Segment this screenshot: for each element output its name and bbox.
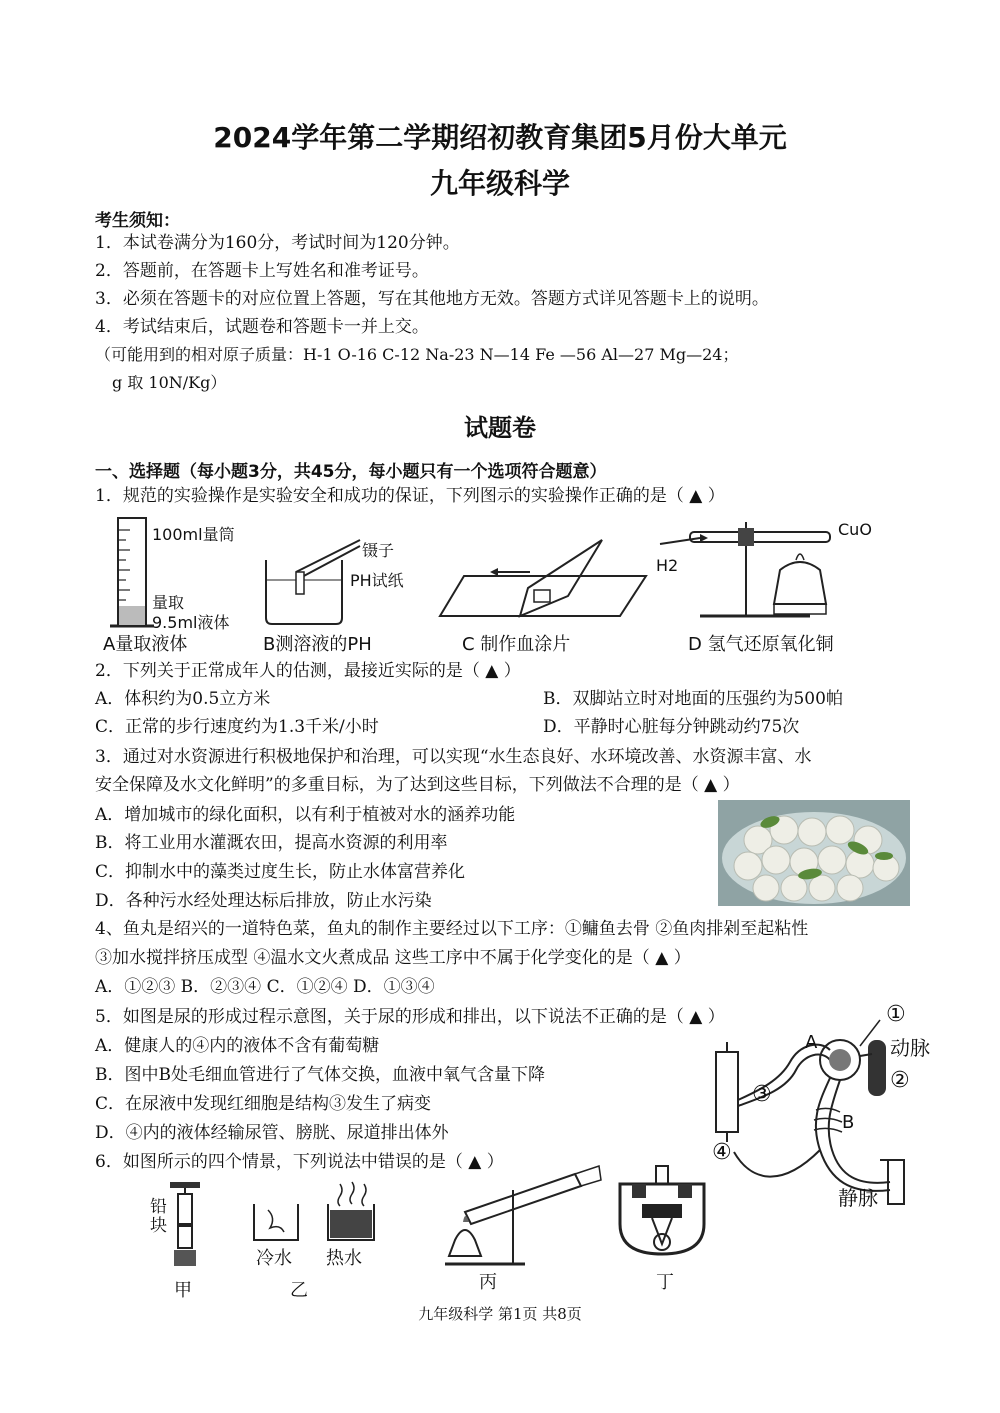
q2-option-a: A．体积约为0.5立方米 bbox=[95, 689, 271, 709]
q5-stem: 5．如图是尿的形成过程示意图，关于尿的形成和排出，以下说法不正确的是（ ▲ ） bbox=[95, 1007, 725, 1027]
page-footer: 九年级科学 第1页 共8页 bbox=[418, 1305, 582, 1323]
label-cylinder: 100ml量筒 bbox=[152, 525, 235, 544]
label-hot-water: 热水 bbox=[326, 1248, 362, 1269]
label-3: ③ bbox=[752, 1082, 772, 1107]
label-tweezers: 镊子 bbox=[362, 541, 395, 560]
label-artery: 动脉 bbox=[890, 1036, 930, 1060]
q3-stem: 3．通过对水资源进行积极地保护和治理，可以实现“水生态良好、水环境改善、水资源丰富、水 bbox=[95, 747, 812, 767]
q5-option-d: D．④内的液体经输尿管、膀胱、尿道排出体外 bbox=[95, 1123, 449, 1143]
q5-option-a: A．健康人的④内的液体不含有葡萄糖 bbox=[95, 1036, 380, 1056]
q3-option-d: D．各种污水经处理达标后排放，防止水污染 bbox=[95, 891, 432, 911]
fish-ball-photo bbox=[718, 800, 910, 906]
label-2: ② bbox=[890, 1068, 910, 1093]
notice-heading: 考生须知： bbox=[95, 211, 180, 231]
label-h2: H2 bbox=[656, 556, 679, 575]
q6-stem: 6．如图所示的四个情景，下列说法中错误的是（ ▲ ） bbox=[95, 1152, 504, 1172]
q3-stem-cont: 安全保障及水文化鲜明”的多重目标，为了达到这些目标，下列做法不合理的是（ ▲ ） bbox=[95, 775, 740, 795]
q2-option-b: B．双脚站立时对地面的压强约为500帕 bbox=[543, 689, 843, 709]
label-4: ④ bbox=[712, 1140, 732, 1165]
q5-option-b: B．图中B处毛细血管进行了气体交换，血液中氧气含量下降 bbox=[95, 1065, 545, 1085]
caption-yi: 乙 bbox=[290, 1280, 308, 1301]
part1-heading: 一、选择题（每小题3分，共45分，每小题只有一个选项符合题意） bbox=[95, 462, 607, 482]
q4-stem: 4、鱼丸是绍兴的一道特色菜，鱼丸的制作主要经过以下工序：①鳙鱼去骨 ②鱼肉排剁至起粘性 bbox=[95, 919, 809, 939]
label-B: B bbox=[842, 1112, 855, 1133]
q5-option-c: C．在尿液中发现红细胞是结构③发生了病变 bbox=[95, 1094, 432, 1114]
label-vein: 静脉 bbox=[838, 1186, 878, 1210]
section-title: 试题卷 bbox=[464, 414, 536, 442]
q2-stem: 2．下列关于正常成年人的估测，最接近实际的是（ ▲ ） bbox=[95, 661, 521, 681]
exam-subject: 九年级科学 bbox=[429, 167, 570, 200]
q3-option-b: B．将工业用水灌溉农田，提高水资源的利用率 bbox=[95, 833, 448, 853]
q2-option-c: C．正常的步行速度约为1.3千米/小时 bbox=[95, 717, 379, 737]
label-A: A bbox=[805, 1032, 818, 1053]
fig-blood-smear bbox=[440, 532, 650, 622]
notice-item: 4．考试结束后，试题卷和答题卡一并上交。 bbox=[95, 317, 429, 337]
q3-option-a: A．增加城市的绿化面积，以有利于植被对水的涵养功能 bbox=[95, 805, 516, 825]
caption-jia: 甲 bbox=[174, 1280, 192, 1301]
label-cuo: CuO bbox=[838, 520, 872, 539]
caption-ding: 丁 bbox=[656, 1272, 674, 1293]
q4-stem-cont: ③加水搅拌挤压成型 ④温水文火煮成品 这些工序中不属于化学变化的是（ ▲ ） bbox=[95, 948, 691, 968]
q4-options: A．①②③ B．②③④ C．①②④ D．①③④ bbox=[95, 977, 435, 997]
fig-engine-cylinder bbox=[612, 1164, 712, 1264]
label-measure: 量取 bbox=[152, 593, 185, 612]
caption-b: B测溶液的PH bbox=[263, 634, 372, 655]
fig-beaker-ph bbox=[260, 530, 360, 630]
notice-item: 1．本试卷满分为160分，考试时间为120分钟。 bbox=[95, 233, 460, 253]
caption-c: C 制作血涂片 bbox=[462, 634, 571, 655]
notice-item: 3．必须在答题卡的对应位置上答题，写在其他地方无效。答题方式详见答题卡上的说明。 bbox=[95, 289, 769, 309]
label-cold-water: 冷水 bbox=[256, 1248, 292, 1269]
caption-a: A量取液体 bbox=[103, 634, 188, 655]
exam-title: 2024学年第二学期绍初教育集团5月份大单元 bbox=[213, 121, 787, 154]
label-ph-paper: PH试纸 bbox=[350, 571, 404, 590]
fig-cold-hot-water bbox=[250, 1180, 380, 1250]
q3-option-c: C．抑制水中的藻类过度生长，防止水体富营养化 bbox=[95, 862, 466, 882]
caption-d: D 氢气还原氧化铜 bbox=[688, 634, 834, 655]
gravity-constant: g 取 10N/Kg） bbox=[112, 373, 227, 392]
caption-bing: 丙 bbox=[479, 1272, 497, 1293]
notice-item: 2．答题前，在答题卡上写姓名和准考证号。 bbox=[95, 261, 429, 281]
label-lead: 铅块 bbox=[150, 1197, 167, 1236]
atomic-masses: （可能用到的相对原子质量：H-1 O-16 C-12 Na-23 N—14 Fe —56 Al—27 Mg—24； bbox=[95, 345, 739, 364]
q1-stem: 1．规范的实验操作是实验安全和成功的保证，下列图示的实验操作正确的是（ ▲ ） bbox=[95, 486, 725, 506]
q2-option-d: D．平静时心脏每分钟跳动约75次 bbox=[543, 717, 800, 737]
label-1: ① bbox=[886, 1002, 906, 1027]
label-volume: 9.5ml液体 bbox=[152, 613, 230, 632]
fig-heated-tube bbox=[435, 1160, 605, 1270]
